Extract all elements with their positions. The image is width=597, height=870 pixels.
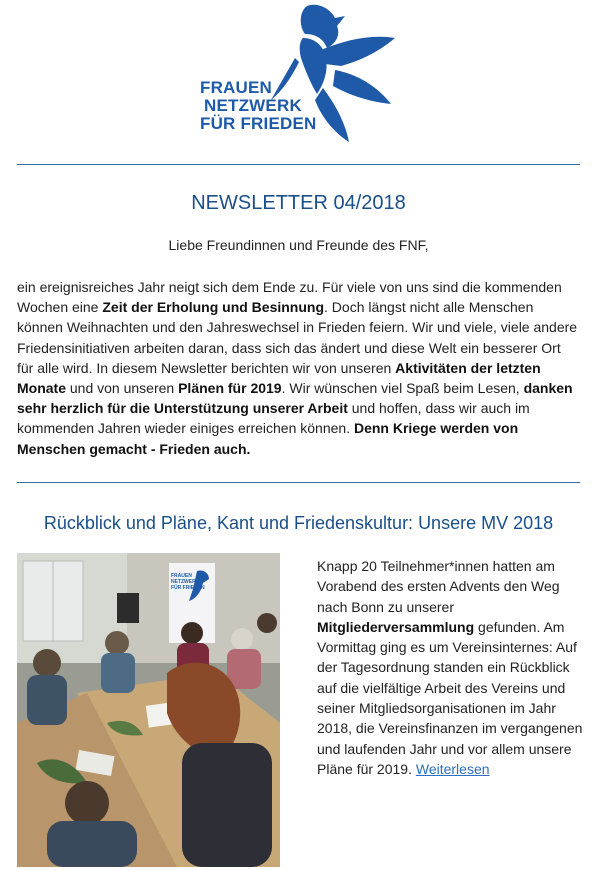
article-text bbox=[317, 556, 585, 779]
article-body-2: gefunden. Am Vormittag ging es um Vereinsinternes: Auf der Tagesordnung standen ein Rückblick auf die vielfältige Arbeit des Vereins und seiner Mitgliedsorganisationen im Jahr 2018, die Vereinsfinanzen im vergangenen und laufenden Jahr und vor allem unsere Pläne für 2019. bbox=[317, 618, 583, 777]
section-title: Rückblick und Pläne, Kant und Friedenskultur: Unsere MV 2018 bbox=[43, 513, 554, 533]
intro-paragraph bbox=[17, 277, 580, 459]
intro-seg: danken sehr herzlich für die Unterstützung unserer Arbeit bbox=[17, 380, 573, 417]
intro-seg: Denn Kriege werden von Menschen gemacht - Frieden auch. bbox=[17, 420, 519, 457]
intro-seg: . Doch längst nicht alle Menschen können Weihnachten und den Jahreswechsel in Frieden feiern. Wir und viele, viele andere Friedensinitiativen arbeiten daran, dass sich das ändert und diese Welt ein besserer Ort für alle wird. In diesem Newsletter berichten wir von unseren bbox=[17, 299, 578, 376]
intro-seg: . Wir wünschen viel Spaß beim Lesen, bbox=[281, 380, 524, 397]
read-more-link[interactable]: Weiterlesen bbox=[415, 760, 490, 777]
logo-line-2: NETZWERK bbox=[204, 96, 302, 115]
photo-banner-line-1: FRAUEN bbox=[171, 573, 192, 579]
meeting-photo-illustration bbox=[17, 553, 280, 867]
divider-middle bbox=[17, 482, 580, 483]
newsletter-title: NEWSLETTER 04/2018 bbox=[191, 192, 406, 214]
intro-seg: Aktivitäten der letzten Monate bbox=[17, 359, 541, 397]
logo-line-3: FÜR FRIEDEN bbox=[200, 114, 317, 133]
intro-seg: Plänen für 2019 bbox=[178, 380, 282, 397]
article-body-1: Knapp 20 Teilnehmer*innen hatten am Vorabend des ersten Advents den Weg nach Bonn zu unserer bbox=[317, 558, 560, 615]
photo-banner-line-3: FÜR FRIEDEN bbox=[171, 585, 205, 591]
intro-seg: ein ereignisreiches Jahr neigt sich dem Ende zu. Für viele von uns sind die kommenden Wochen eine bbox=[17, 279, 562, 316]
greeting: Liebe Freundinnen und Freunde des FNF, bbox=[168, 237, 429, 253]
divider-top bbox=[17, 164, 580, 165]
logo-wordmark bbox=[200, 79, 316, 133]
article-body-bold: Mitgliederversammlung bbox=[317, 618, 475, 635]
logo-line-1: FRAUEN bbox=[200, 78, 273, 97]
intro-seg: und von unseren bbox=[66, 380, 179, 397]
photo-banner-line-2: NETZWERK bbox=[171, 579, 200, 585]
intro-seg: und hoffen, dass wir auch im kommenden Jahren wieder einiges erreichen können. bbox=[17, 400, 530, 437]
meeting-photo bbox=[17, 553, 280, 867]
intro-seg: Zeit der Erholung und Besinnung bbox=[102, 299, 325, 316]
